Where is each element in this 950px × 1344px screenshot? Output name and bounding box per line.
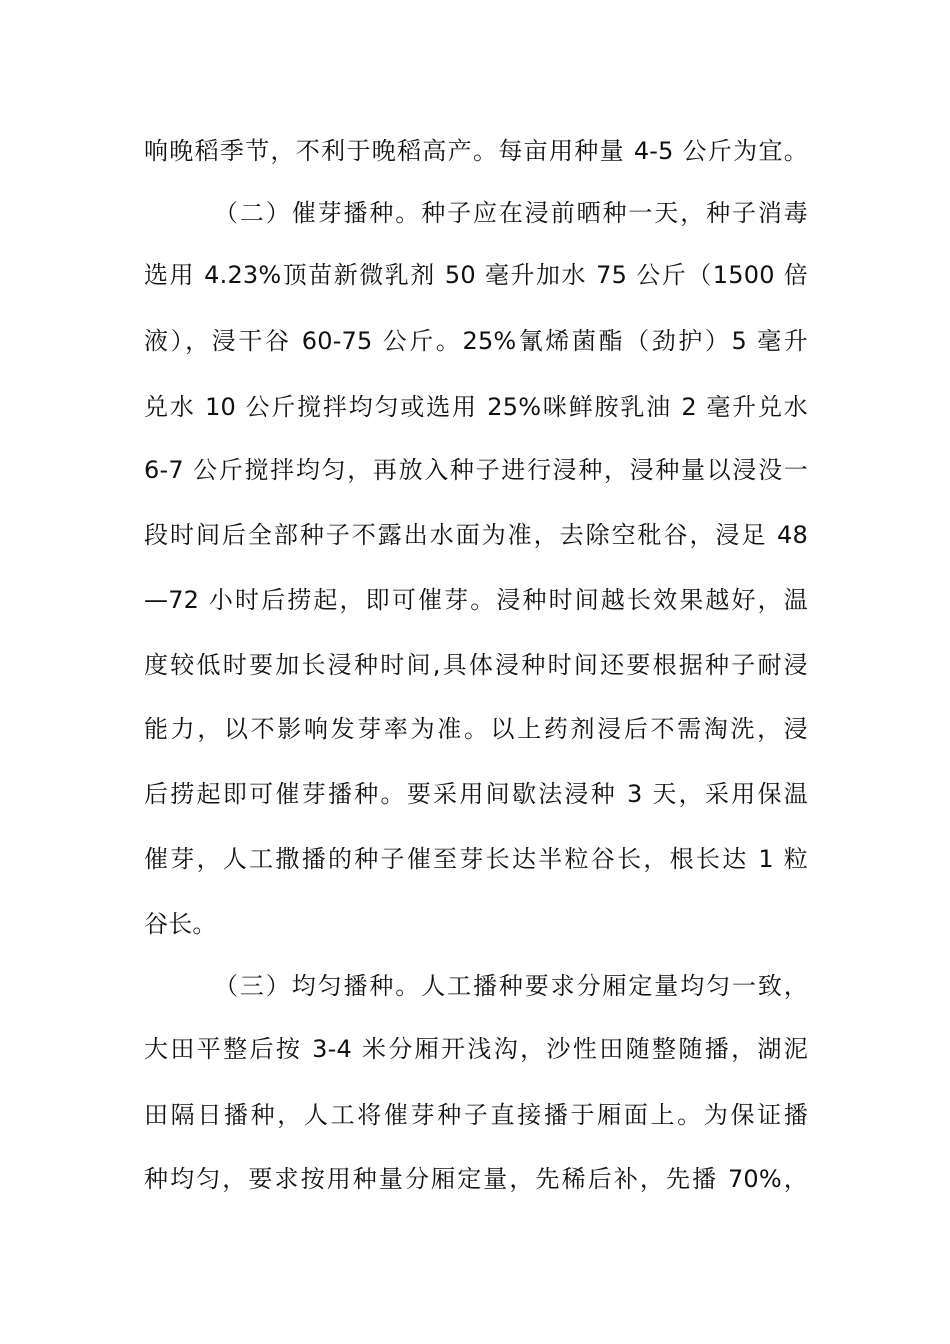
text-line-12: 催芽，人工撒播的种子催至芽长达半粒谷长，根长达 1 粒: [144, 845, 808, 873]
section-heading-line-14: （三）均匀播种。人工播种要求分厢定量均匀一致，: [214, 972, 808, 1000]
text-line-7: 段时间后全部种子不露出水面为准，去除空秕谷，浸足 48: [144, 521, 808, 549]
text-line-15: 大田平整后按 3-4 米分厢开浅沟，沙性田随整随播，湖泥: [144, 1035, 808, 1063]
text-line-3: 选用 4.23%顶苗新微乳剂 50 毫升加水 75 公斤（1500 倍: [144, 261, 808, 289]
section-heading-line-2: （二）催芽播种。种子应在浸前晒种一天，种子消毒: [214, 199, 808, 227]
text-line-4: 液），浸干谷 60-75 公斤。25%氰烯菌酯（劲护）5 毫升: [144, 327, 808, 355]
text-line-8: —72 小时后捞起，即可催芽。浸种时间越长效果越好，温: [144, 586, 808, 614]
text-line-17: 种均匀，要求按用种量分厢定量，先稀后补，先播 70%，: [144, 1165, 808, 1193]
text-line-5: 兑水 10 公斤搅拌均匀或选用 25%咪鲜胺乳油 2 毫升兑水: [144, 393, 808, 421]
text-line-6: 6-7 公斤搅拌均匀，再放入种子进行浸种，浸种量以浸没一: [144, 456, 808, 484]
text-line-9: 度较低时要加长浸种时间,具体浸种时间还要根据种子耐浸: [144, 651, 808, 679]
text-line-16: 田隔日播种，人工将催芽种子直接播于厢面上。为保证播: [144, 1101, 808, 1129]
text-line-13: 谷长。: [144, 910, 217, 938]
text-line-10: 能力，以不影响发芽率为准。以上药剂浸后不需淘洗，浸: [144, 715, 808, 743]
text-line-11: 后捞起即可催芽播种。要采用间歇法浸种 3 天，采用保温: [144, 780, 808, 808]
text-line-1: 响晚稻季节，不利于晚稻高产。每亩用种量 4-5 公斤为宜。: [144, 137, 808, 165]
